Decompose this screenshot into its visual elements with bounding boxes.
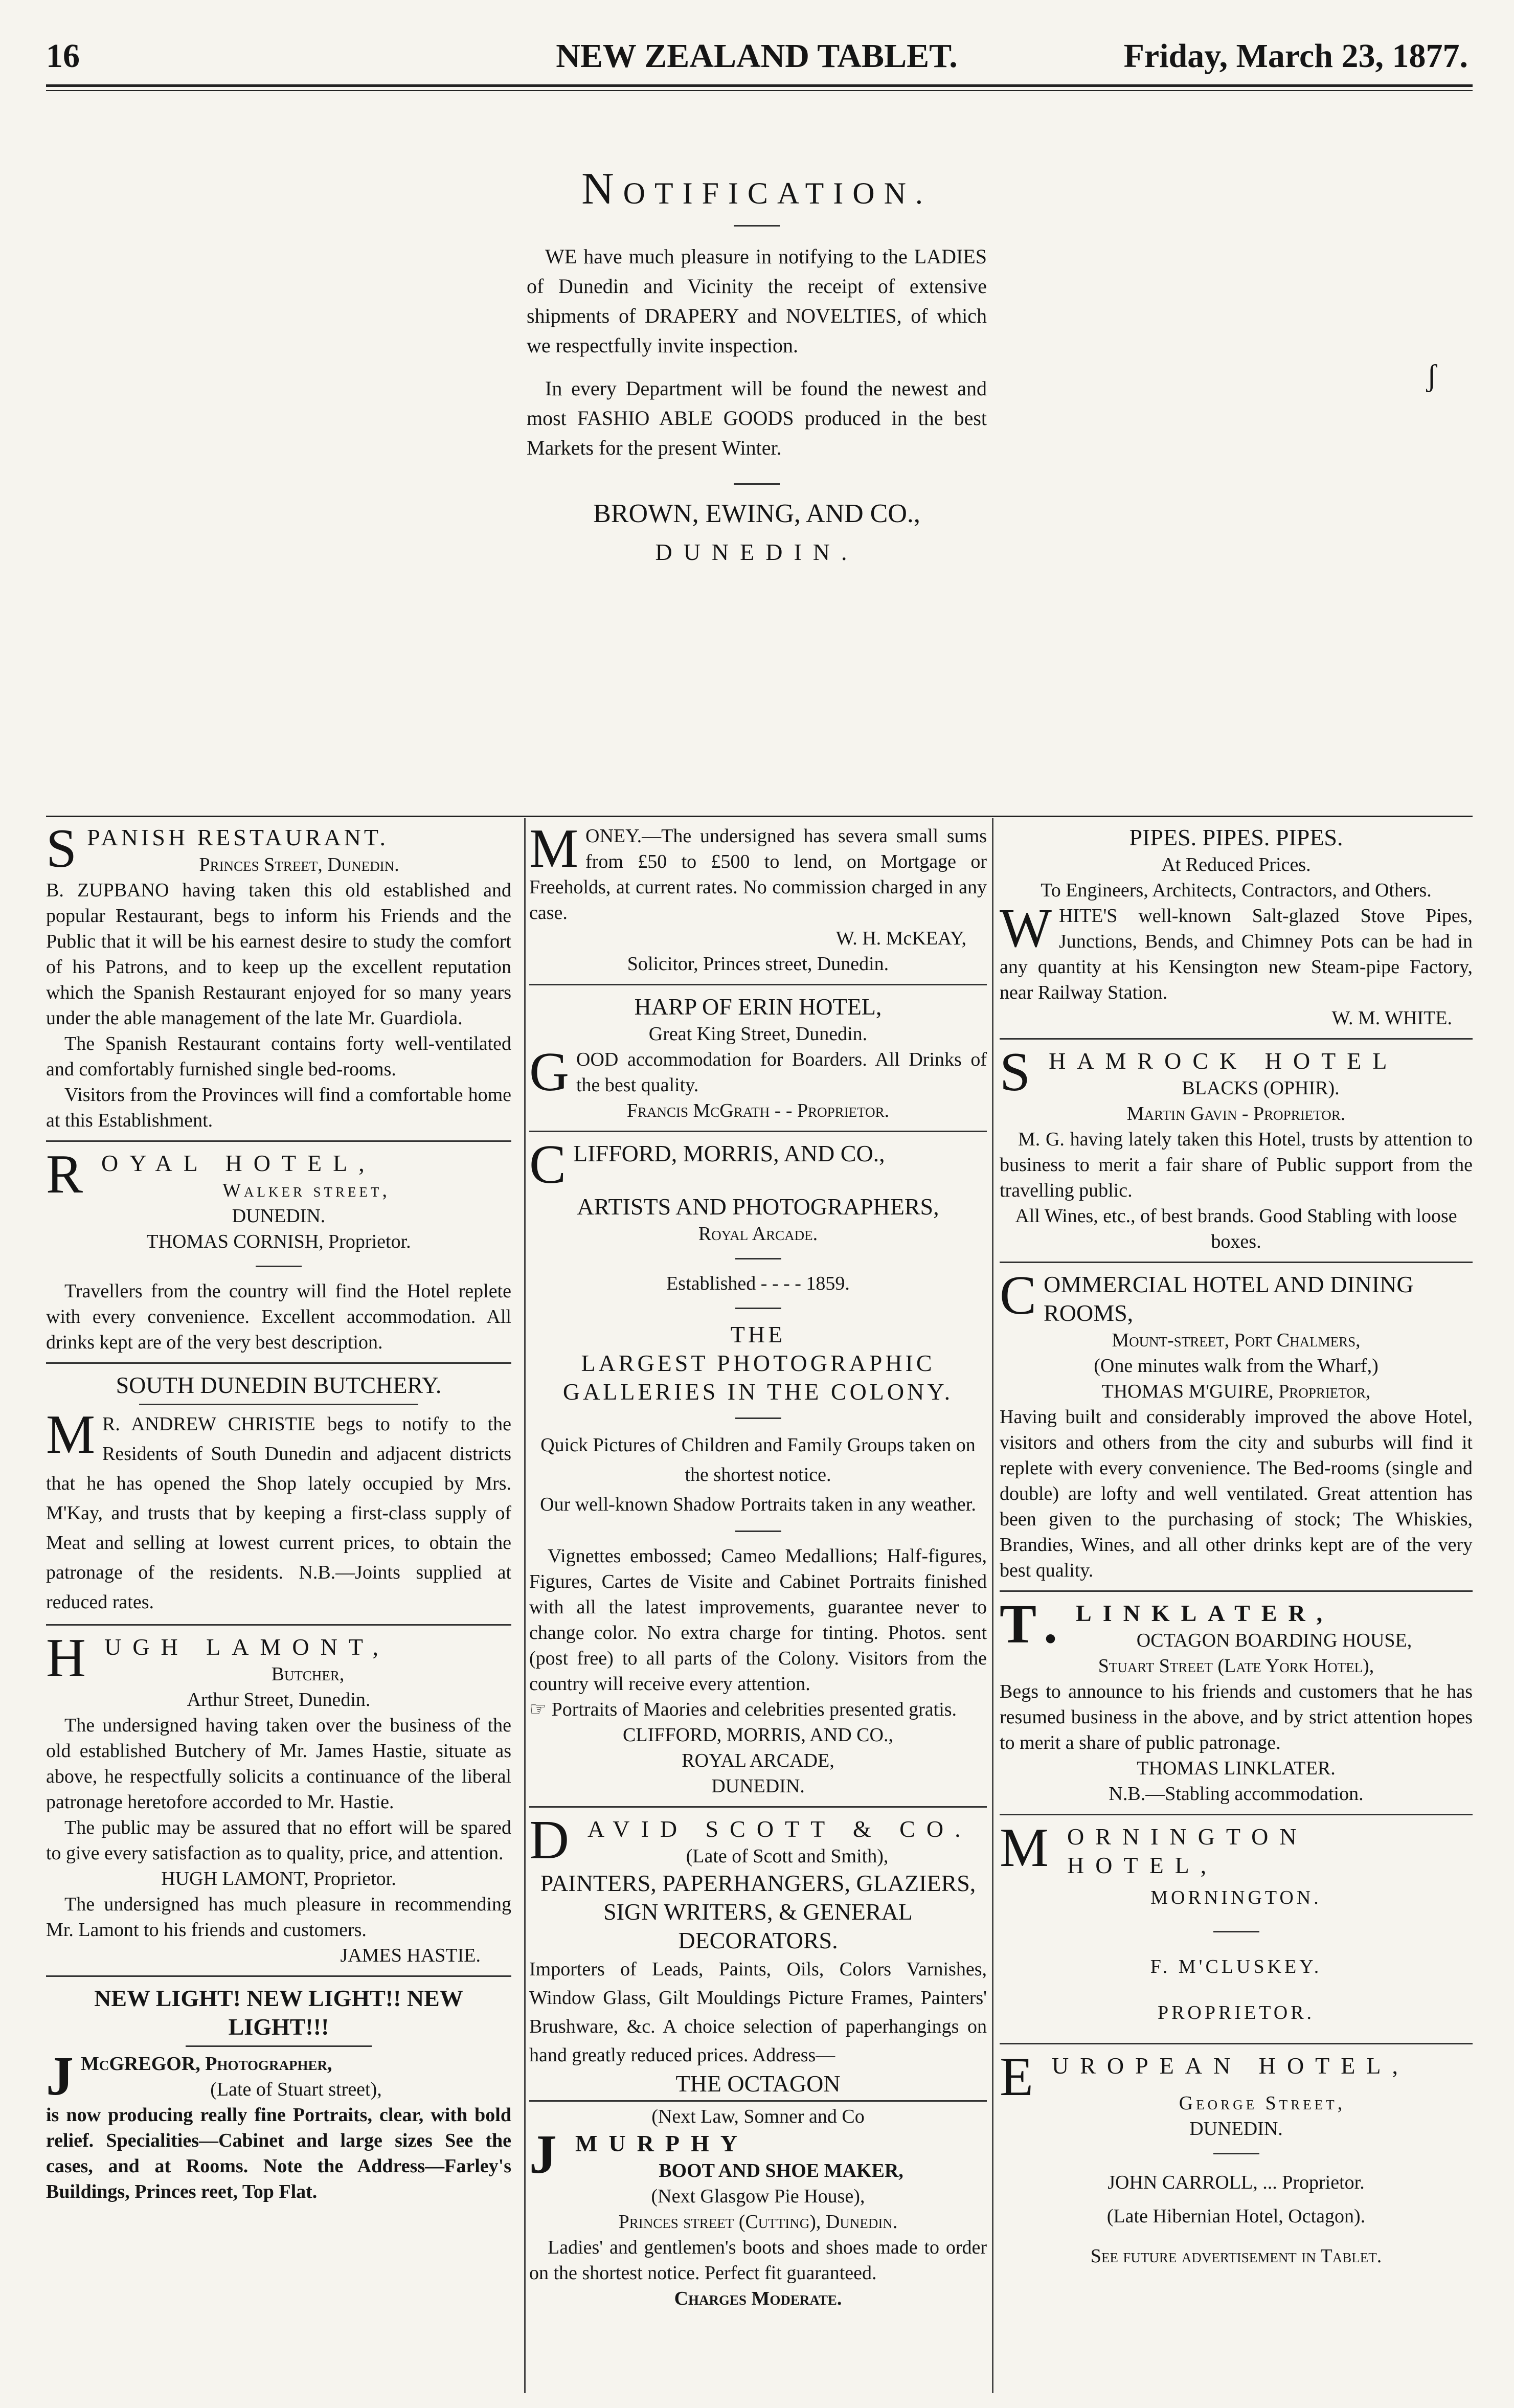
notification-para2: In every Department will be found the newest and most FASHIO ABLE GOODS produced in the best Markets for the present Winter. — [527, 377, 987, 459]
divider — [46, 1140, 511, 1142]
divider — [46, 1624, 511, 1626]
divider — [1000, 1038, 1473, 1040]
ad-spanish-restaurant: SPANISH RESTAURANT. Princes Street, Dunedin. B. ZUPBANO having taken this old established and popular Restaurant, begs to inform his Friends and the Public that it will be his earnest desire to study the comfort of his Patrons, and to keep up the excellent reputation which the Spanish Restaurant enjoyed for so many years under the able management of the late Mr. Guardiola. The Spanish Restaurant contains forty well-ventilated and comfortably furnished single bed-rooms. Visitors from the Provinces will find a comfortable home at this Establishment. — [46, 823, 511, 1131]
divider — [1000, 2043, 1473, 2044]
ad-hugh-lamont: HUGH LAMONT, Butcher, Arthur Street, Dunedin. The undersigned having taken over the business of the old established Butchery of Mr. James Hastie, situate as above, he respectfully solicits a continuance of the liberal patronage heretofore accorded to Mr. Hastie. The public may be assured that no effort will be spared to give every satisfaction as to quality, price, and attention. HUGH LAMONT, Proprietor. The undersigned has much pleasure in recommending Mr. Lamont to his friends and customers. JAMES HASTIE. — [46, 1628, 511, 1966]
ad-south-dunedin-butchery: SOUTH DUNEDIN BUTCHERY. M R. ANDREW CHRISTIE begs to notify to the Residents of South Dunedin and adjacent districts that he has opened the Shop lately occupied by Mrs. M'Kay, and trusts that by keeping a first-class supply of Meat and selling at lowest current prices, to obtain the patronage of the residents. N.B.—Joints supplied at reduced rates. — [46, 1372, 511, 1613]
masthead-rule — [46, 84, 1473, 87]
ad-european-hotel: EUROPEAN HOTEL, George Street, DUNEDIN. JOHN CARROLL, ... Proprietor. (Late Hibernian Hotel, Octagon). See future advertisement in Tablet. — [1000, 2046, 1409, 2267]
divider — [1000, 1262, 1473, 1263]
pointing-hand-icon: ☞ — [529, 1699, 552, 1720]
ad-murphy: JMURPHY BOOT AND SHOE MAKER, (Next Glasgow Pie House), Princes street (Cutting), Dunedin. Ladies' and gentlemen's boots and shoes made to order on the shortest notice. Perfect fit guaranteed. Charges Moderate. — [529, 2124, 987, 2309]
ad-linklater: T. LINKLATER, OCTAGON BOARDING HOUSE, Stuart Street (Late York Hotel), Begs to announce to his friends and customers that he has resumed business in the above, and by strict attention hopes to merit a share of public patronage. THOMAS LINKLATER. N.B.—Stabling accommodation. — [1000, 1594, 1473, 1805]
ad-commercial-hotel: COMMERCIAL HOTEL AND DINING ROOMS, Mount-street, Port Chalmers, (One minutes walk from the Wharf,) THOMAS M'GUIRE, Proprietor, Having built and considerably improved the above Hotel, visitors and others from the city and suburbs will find it replete with every convenience. The Bed-rooms (single and double) are lofty and well ventilated. Great attention has been given to the purchasing of stock; The Whiskies, Brandies, Wines, and all other drinks kept are of the very best quality. — [1000, 1265, 1473, 1581]
divider — [1000, 1590, 1473, 1592]
ad-harp-of-erin: HARP OF ERIN HOTEL, Great King Street, Dunedin. GOOD accommodation for Boarders. All Drinks of the best quality. Francis McGrath - - Proprietor. — [529, 994, 987, 1121]
divider — [46, 1362, 511, 1364]
divider — [734, 483, 780, 485]
notification-para1: WE have much pleasure in notifying to the LADIES of Dunedin and Vicinity the receipt of extensive shipments of DRAPERY and NOVELTIES, of which we respectfully invite inspection. — [527, 245, 987, 357]
column-3 — [1000, 823, 1473, 2398]
column-rule — [524, 818, 526, 2393]
notification-town: DUNEDIN. — [655, 539, 858, 565]
page-number: 16 — [46, 37, 80, 75]
divider — [1000, 1814, 1473, 1815]
divider — [734, 225, 780, 227]
masthead: NEW ZEALAND TABLET. — [556, 37, 958, 75]
column-2 — [529, 823, 987, 2398]
ad-royal-hotel: ROYAL HOTEL, Walker street, DUNEDIN. THOMAS CORNISH, Proprietor. Travellers from the country will find the Hotel replete with every convenience. Excellent accommodation. All drinks kept are of the very best description. — [46, 1144, 511, 1353]
divider — [529, 1806, 987, 1808]
margin-mark: ʃ — [1427, 358, 1437, 392]
notification-block — [527, 164, 987, 573]
divider — [529, 984, 987, 985]
column-rule — [992, 818, 993, 2393]
ad-pipes: PIPES. PIPES. PIPES. At Reduced Prices. To Engineers, Architects, Contractors, and Others. WHITE'S well-known Salt-glazed Stove Pipes, Junctions, Bends, and Chimney Pots can be had in any quantity at his Kensington new Steam-pipe Factory, near Railway Station. W. M. WHITE. — [1000, 824, 1473, 1029]
issue-date: Friday, March 23, 1877. — [1123, 37, 1468, 75]
section-rule — [46, 816, 1473, 817]
notification-firm: BROWN, EWING, AND CO., — [593, 499, 920, 528]
notification-title: NOTIFICATION. — [581, 164, 932, 214]
divider — [46, 1975, 511, 1977]
column-1 — [46, 823, 511, 2398]
masthead-rule-thin — [46, 90, 1473, 91]
ad-shamrock-hotel: SHAMROCK HOTEL BLACKS (OPHIR). Martin Gavin - Proprietor. M. G. having lately taken this Hotel, trusts by attention to business to merit a fair share of Public support from the travelling public. All Wines, etc., of best brands. Good Stabling with loose boxes. — [1000, 1042, 1473, 1252]
ad-clifford-morris: CLIFFORD, MORRIS, AND CO., ARTISTS AND PHOTOGRAPHERS, Royal Arcade. Established - - - - 1859. THE LARGEST PHOTOGRAPHIC GALLERIES IN THE COLONY. Quick Pictures of Children and Family Groups taken on the shortest notice. Our well-known Shadow Portraits taken in any weather. Vignettes embossed; Cameo Medallions; Half-figures, Figures, Cartes de Visite and Cabinet Portraits finished with all the latest improvements, guarantee never to change color. No extra charge for tinting. Photos. sent (post free) to all parts of the Colony. Visitors from the country will receive every attention. ☞ Portraits of Maories and celebrities presented gratis. CLIFFORD, MORRIS, AND CO., ROYAL ARCADE, DUNEDIN. — [529, 1134, 987, 1797]
ad-money: MONEY.—The undersigned has severa small sums from £50 to £500 to lend, on Mortgage or Freeholds, at current rates. No commission charged in any case. W. H. McKEAY, Solicitor, Princes street, Dunedin. — [529, 823, 987, 975]
ad-new-light: NEW LIGHT! NEW LIGHT!! NEW LIGHT!!! J McGREGOR, Photographer, (Late of Stuart street), is now producing really fine Portraits, clear, with bold relief. Specialities—Cabinet and large sizes See the cases, and at Rooms. Note the Address—Farley's Buildings, Princes reet, Top Flat. — [46, 1985, 511, 2202]
divider — [529, 1131, 987, 1132]
ad-david-scott: DAVID SCOTT & CO. (Late of Scott and Smith), PAINTERS, PAPERHANGERS, GLAZIERS, SIGN WRITERS, & GENERAL DECORATORS. Importers of Leads, Paints, Oils, Colors Varnishes, Window Glass, Gilt Mouldings Picture Frames, Painters' Brushware, &c. A choice selection of paperhangings on hand greatly reduced prices. Address— THE OCTAGON (Next Law, Somner and Co — [529, 1810, 987, 2127]
ad-mornington-hotel: MORNINGTON HOTEL, MORNINGTON. F. M'CLUSKEY. PROPRIETOR. — [1000, 1817, 1322, 2023]
